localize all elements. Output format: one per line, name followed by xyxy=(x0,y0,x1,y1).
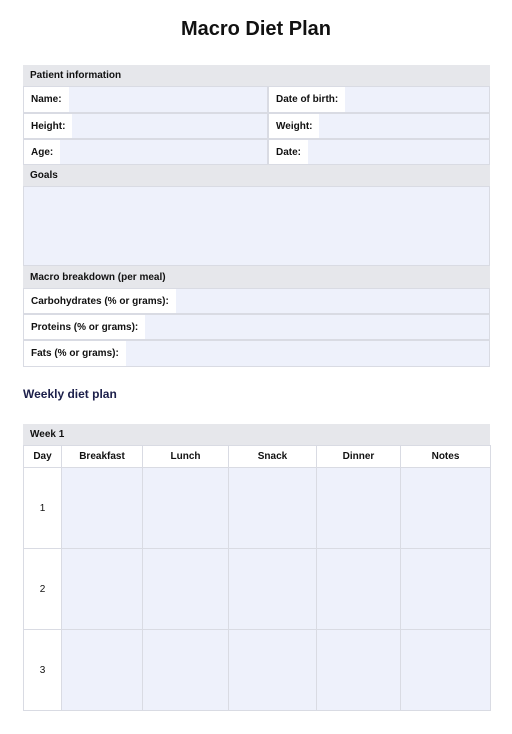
date-label: Date: xyxy=(269,140,308,164)
table-row xyxy=(24,630,491,711)
height-label: Height: xyxy=(24,114,72,138)
height-weight-row xyxy=(23,113,490,139)
proteins-label: Proteins (% or grams): xyxy=(24,315,145,339)
snack-cell[interactable] xyxy=(229,468,317,549)
proteins-input[interactable] xyxy=(145,315,489,339)
dinner-cell[interactable] xyxy=(317,549,401,630)
breakfast-cell[interactable] xyxy=(62,549,143,630)
col-header-day: Day xyxy=(24,446,62,468)
fats-field[interactable] xyxy=(23,340,490,367)
table-header-row xyxy=(24,446,491,468)
date-field[interactable] xyxy=(268,139,490,165)
week-header: Week 1 xyxy=(23,424,490,445)
age-input[interactable] xyxy=(60,140,267,164)
age-label: Age: xyxy=(24,140,60,164)
age-date-row xyxy=(23,139,490,165)
col-header-notes: Notes xyxy=(401,446,491,468)
col-header-snack: Snack xyxy=(229,446,317,468)
date-input[interactable] xyxy=(308,140,489,164)
dob-input[interactable] xyxy=(345,87,489,112)
name-dob-row xyxy=(23,86,490,113)
proteins-row xyxy=(23,314,490,340)
name-label: Name: xyxy=(24,87,69,112)
notes-cell[interactable] xyxy=(401,549,491,630)
height-field[interactable] xyxy=(23,113,268,139)
proteins-field[interactable] xyxy=(23,314,490,340)
fats-row xyxy=(23,340,490,367)
dob-label: Date of birth: xyxy=(269,87,345,112)
day-number: 3 xyxy=(24,630,62,711)
name-input[interactable] xyxy=(69,87,267,112)
day-number: 1 xyxy=(24,468,62,549)
lunch-cell[interactable] xyxy=(143,468,229,549)
breakfast-cell[interactable] xyxy=(62,630,143,711)
col-header-lunch: Lunch xyxy=(143,446,229,468)
dinner-cell[interactable] xyxy=(317,630,401,711)
snack-cell[interactable] xyxy=(229,549,317,630)
fats-input[interactable] xyxy=(126,341,489,366)
fats-label: Fats (% or grams): xyxy=(24,341,126,366)
carbs-input[interactable] xyxy=(176,289,489,313)
weight-input[interactable] xyxy=(319,114,489,138)
lunch-cell[interactable] xyxy=(143,549,229,630)
day-number: 2 xyxy=(24,549,62,630)
goals-header: Goals xyxy=(23,165,490,186)
carbs-row xyxy=(23,288,490,314)
table-row xyxy=(24,468,491,549)
name-field[interactable] xyxy=(23,86,268,113)
col-header-breakfast: Breakfast xyxy=(62,446,143,468)
breakfast-cell[interactable] xyxy=(62,468,143,549)
carbs-field[interactable] xyxy=(23,288,490,314)
weight-field[interactable] xyxy=(268,113,490,139)
height-input[interactable] xyxy=(72,114,267,138)
weekly-plan-heading: Weekly diet plan xyxy=(23,387,117,401)
macro-header: Macro breakdown (per meal) xyxy=(23,266,490,288)
weekly-table xyxy=(23,445,491,711)
snack-cell[interactable] xyxy=(229,630,317,711)
dinner-cell[interactable] xyxy=(317,468,401,549)
dob-field[interactable] xyxy=(268,86,490,113)
weight-label: Weight: xyxy=(269,114,319,138)
page-title: Macro Diet Plan xyxy=(180,18,332,40)
patient-info-header: Patient information xyxy=(23,65,490,86)
notes-cell[interactable] xyxy=(401,468,491,549)
goals-row xyxy=(23,186,490,266)
table-row xyxy=(24,549,491,630)
carbs-label: Carbohydrates (% or grams): xyxy=(24,289,176,313)
goals-input[interactable] xyxy=(23,186,490,266)
col-header-dinner: Dinner xyxy=(317,446,401,468)
notes-cell[interactable] xyxy=(401,630,491,711)
age-field[interactable] xyxy=(23,139,268,165)
lunch-cell[interactable] xyxy=(143,630,229,711)
